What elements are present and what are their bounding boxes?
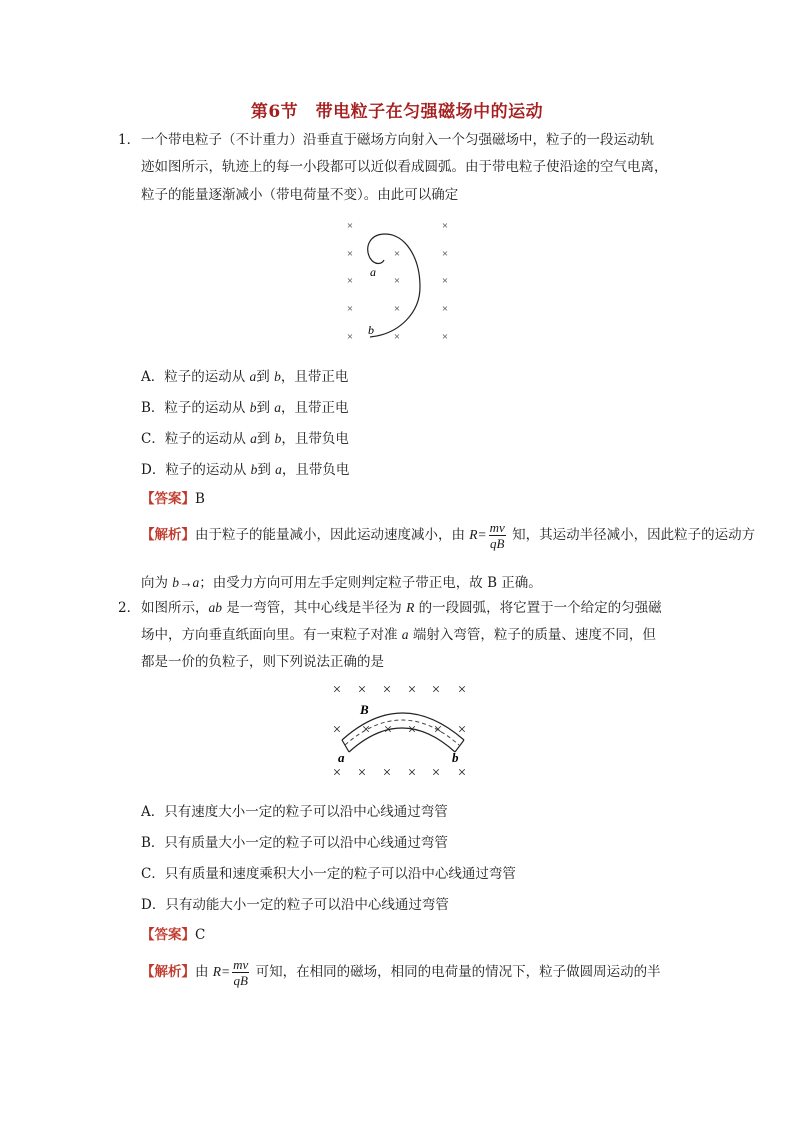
q2-option-d: D．只有动能大小一定的粒子可以沿中心线通过弯管 (141, 897, 449, 913)
q1-analysis: 【解析】由于粒子的能量减小，因此运动速度减小，由 R= $\frac{mv}{qB}$ 知，其运动半径减小，因此粒子的运动方 (141, 520, 756, 551)
field-cross-mark: × (457, 765, 467, 781)
q1-line-2: 迹如图所示，轨迹上的每一小段都可以近似看成圆弧。由于带电粒子使沿途的空气电离， (141, 159, 668, 175)
section-title: 第6节 带电粒子在匀强磁场中的运动 (250, 102, 544, 122)
field-cross-mark: × (393, 303, 401, 315)
field-cross-mark: × (407, 722, 417, 738)
q2-option-b: B．只有质量大小一定的粒子可以沿中心线通过弯管 (141, 835, 448, 851)
q1-option-c: C．粒子的运动从 a到 b，且带负电 (141, 431, 349, 447)
field-cross-mark: × (431, 765, 441, 781)
q2-option-a: A．只有速度大小一定的粒子可以沿中心线通过弯管 (141, 804, 448, 820)
field-cross-mark: × (393, 331, 401, 343)
q2-line-3: 都是一价的负粒子，则下列说法正确的是 (141, 654, 384, 670)
field-cross-mark: × (407, 765, 417, 781)
field-cross-mark: × (383, 722, 393, 738)
fig2-label-b: b (452, 750, 459, 765)
field-cross-mark: × (433, 722, 443, 738)
field-cross-mark: × (457, 722, 467, 738)
q2-option-c: C．只有质量和速度乘积大小一定的粒子可以沿中心线通过弯管 (141, 866, 516, 882)
field-cross-mark: × (357, 765, 367, 781)
q2-formula-fraction: $\frac{mv}{qB}$ (233, 957, 249, 988)
field-cross-mark: × (357, 682, 367, 698)
field-cross-mark: × (431, 682, 441, 698)
q2-number: 2． (118, 600, 141, 616)
q2-line-2: 场中，方向垂直纸面向里。有一束粒子对准 a 端射入弯管，粒子的质量、速度不同，但 (141, 627, 656, 643)
field-cross-mark: × (332, 682, 342, 698)
field-cross-mark: × (361, 722, 371, 738)
tube-outer-wall (342, 713, 467, 740)
q2-analysis: 【解析】由 R= $\frac{mv}{qB}$ 可知，在相同的磁场，相同的电荷量的情况下，粒子做圆周运动的半 (141, 957, 661, 988)
field-cross-mark: × (332, 765, 342, 781)
field-cross-mark: × (441, 275, 449, 287)
q2-bent-tube-figure (322, 678, 482, 783)
field-cross-mark: × (346, 303, 354, 315)
fig2-label-a: a (338, 750, 345, 765)
field-cross-mark: × (407, 682, 417, 698)
q1-option-d: D．粒子的运动从 b到 a，且带负电 (141, 462, 350, 478)
field-cross-mark: × (346, 275, 354, 287)
fig1-label-b: b (368, 323, 374, 337)
q2-line-1: 如图所示，ab 是一弯管，其中心线是半径为 R 的一段圆弧，将它置于一个给定的匀强磁 (141, 600, 662, 616)
q1-option-a: A．粒子的运动从 a到 b，且带正电 (141, 369, 349, 385)
q1-line-3: 粒子的能量逐渐减小（带电荷量不变）。由此可以确定 (141, 187, 459, 203)
fig1-label-a: a (370, 265, 376, 279)
q1-formula-fraction: $\frac{mv}{qB}$ (489, 520, 505, 551)
field-cross-mark: × (346, 220, 354, 232)
field-cross-mark: × (457, 682, 467, 698)
field-cross-mark: × (382, 765, 392, 781)
field-cross-mark: × (346, 248, 354, 260)
q1-number: 1． (118, 132, 141, 148)
field-cross-mark: × (393, 275, 401, 287)
field-cross-mark: × (382, 682, 392, 698)
fig2-label-B: B (360, 702, 369, 717)
field-cross-mark: × (332, 722, 342, 738)
q2-answer: 【答案】C (141, 927, 206, 943)
q1-trajectory-figure (330, 212, 470, 352)
field-cross-mark: × (441, 220, 449, 232)
q1-analysis-line-2: 向为 b→a；由受力方向可用左手定则判定粒子带正电，故 B 正确。 (141, 575, 542, 591)
field-cross-mark: × (441, 248, 449, 260)
q1-option-b: B．粒子的运动从 b到 a，且带正电 (141, 400, 349, 416)
q1-line-1: 一个带电粒子（不计重力）沿垂直于磁场方向射入一个匀强磁场中，粒子的一段运动轨 (141, 132, 654, 148)
field-cross-mark: × (441, 303, 449, 315)
field-cross-mark: × (346, 331, 354, 343)
field-cross-mark: × (393, 248, 401, 260)
field-cross-mark: × (441, 331, 449, 343)
q1-answer: 【答案】B (141, 491, 205, 507)
